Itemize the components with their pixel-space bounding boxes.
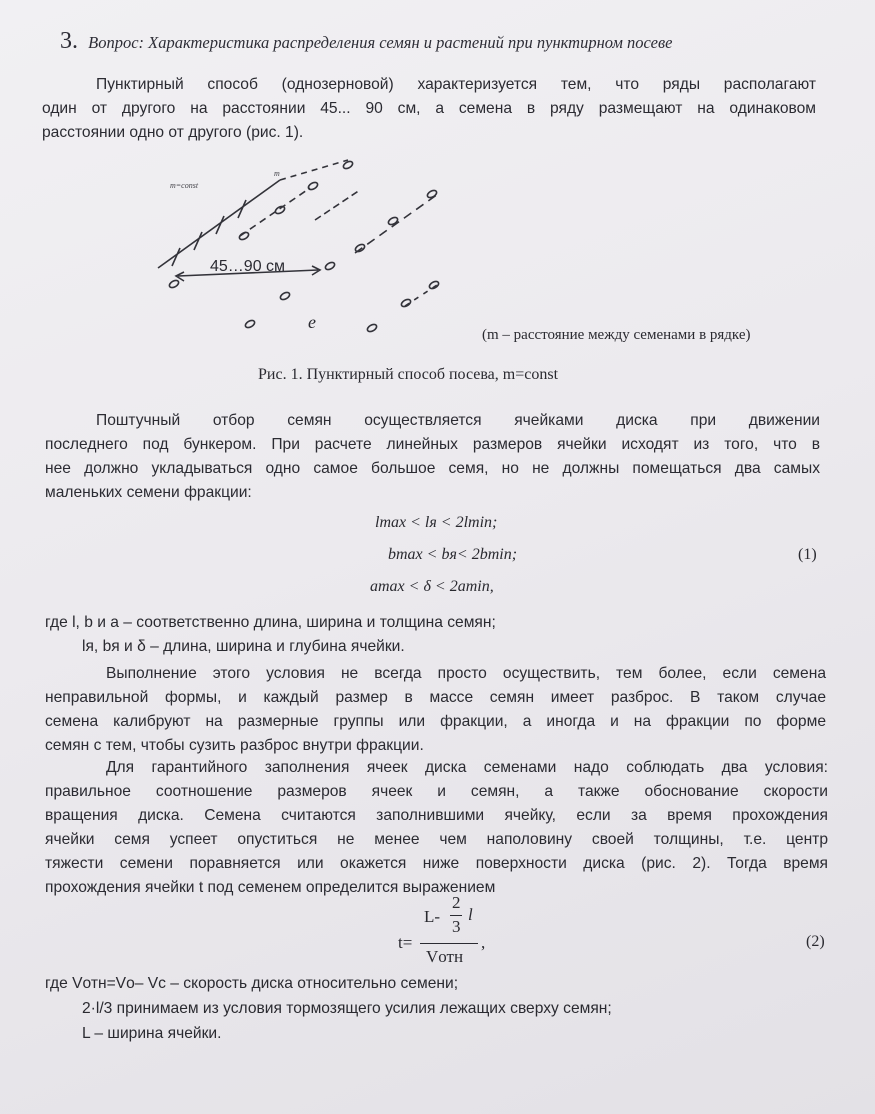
row-line-3: [315, 190, 360, 220]
intro-line-3: расстоянии одно от другого (рис. 1).: [42, 124, 304, 141]
formula2-num-L: L-: [424, 907, 441, 926]
seed: [324, 261, 336, 271]
formula1-number: (1): [798, 546, 817, 563]
seed: [366, 323, 378, 333]
para3-line-1: Выполнение этого условия не всегда просто осуществить, тем более, если семена: [106, 665, 826, 682]
question-title: [60, 28, 850, 55]
seed: [307, 181, 319, 191]
formula2-num-2: 2: [452, 893, 461, 912]
figure-legend: (m – расстояние между семенами в рядке): [482, 327, 751, 343]
seed: [387, 216, 399, 226]
formula1-line-2: bmax < bя< 2bmin;: [388, 546, 518, 563]
seed: [244, 319, 256, 329]
seed: [274, 205, 286, 215]
label-e: e: [308, 312, 316, 332]
label-distance: 45…90 см: [210, 258, 286, 275]
formula2-lhs: t=: [398, 933, 413, 952]
label-mconst: m=const: [170, 181, 199, 190]
formula2-number: (2): [806, 933, 825, 950]
para3-line-2: неправильной формы, и каждый размер в массе семян имеет разброс. В таком случае: [45, 689, 826, 706]
where2-line-3: L – ширина ячейки.: [82, 1025, 222, 1042]
formula2-num-3: 3: [452, 917, 461, 936]
seed: [279, 291, 291, 301]
question-text: Вопрос: Характеристика распределения семян и растений при пунктирном посеве: [88, 33, 673, 52]
seed: [428, 280, 440, 290]
label-m: m: [274, 169, 280, 178]
question-number: 3.: [60, 28, 78, 54]
para4-line-1: Для гарантийного заполнения ячеек диска семенами надо соблюдать два условия:: [106, 759, 828, 776]
formula2-comma: ,: [481, 933, 486, 952]
para3-line-3: семена калибруют на размерные группы или фракции, а иногда и на фракции по форме: [45, 713, 826, 730]
where2-line-1: где Vотн=Vо– Vс – скорость диска относительно семени;: [45, 975, 459, 992]
para2-line-4: маленьких семени фракции:: [45, 484, 252, 501]
intro-line-2: один от другого на расстоянии 45... 90 см, а семена в ряду размещают на одинаковом: [42, 100, 816, 117]
where2-line-2: 2·l/3 принимаем из условия тормозящего усилия лежащих сверху семян;: [82, 1000, 612, 1017]
intro-line-1: Пунктирный способ (однозерновой) характеризуется тем, что ряды располагают: [96, 76, 816, 93]
formula2: [398, 893, 498, 973]
seed: [354, 243, 366, 253]
para4-line-3: вращения диска. Семена считаются заполнившими ячейку, если за время прохождения: [45, 807, 828, 824]
formula2-num-l: l: [468, 905, 473, 924]
where1-line-1: где l, b и a – соответственно длина, ширина и толщина семян;: [45, 614, 496, 631]
figure-caption: Рис. 1. Пунктирный способ посева, m=const: [258, 366, 559, 383]
para3-line-4: семян с тем, чтобы сузить разброс внутри фракции.: [45, 737, 424, 754]
formula1-line-1: lmax < lя < 2lmin;: [375, 514, 498, 531]
formula2-main-bar: [420, 943, 478, 944]
para4-line-4: ячейки семя успеет опуститься не менее чем наполовину своей толщины, т.е. центр: [45, 831, 828, 848]
para4-line-5: тяжести семени поравняется или окажется ниже поверхности диска (рис. 2). Тогда время: [45, 855, 828, 872]
para2-line-3: нее должно укладываться одно самое большое семя, но не должны помещаться два самых: [45, 460, 820, 477]
seed: [168, 279, 180, 289]
row-line-4: [355, 194, 438, 253]
figure-seeding-diagram: [150, 148, 480, 348]
seed: [238, 231, 250, 241]
formula1-line-3: amax < δ < 2amin,: [370, 578, 494, 595]
formula2-den: Vотн: [426, 947, 464, 966]
where1-line-2: lя, bя и δ – длина, ширина и глубина ячейки.: [82, 638, 405, 655]
seed: [426, 189, 438, 199]
para4-line-6: прохождения ячейки t под семенем определится выражением: [45, 879, 496, 896]
para4-line-2: правильное соотношение размеров ячеек и семян, а также обоснование скорости: [45, 783, 828, 800]
seed: [400, 298, 412, 308]
para2-line-2: последнего под бункером. При расчете линейных размеров ячейки исходят из того, что в: [45, 436, 820, 453]
para2-line-1: Поштучный отбор семян осуществляется ячейками диска при движении: [96, 412, 820, 429]
formula2-inner-bar: [450, 915, 462, 916]
